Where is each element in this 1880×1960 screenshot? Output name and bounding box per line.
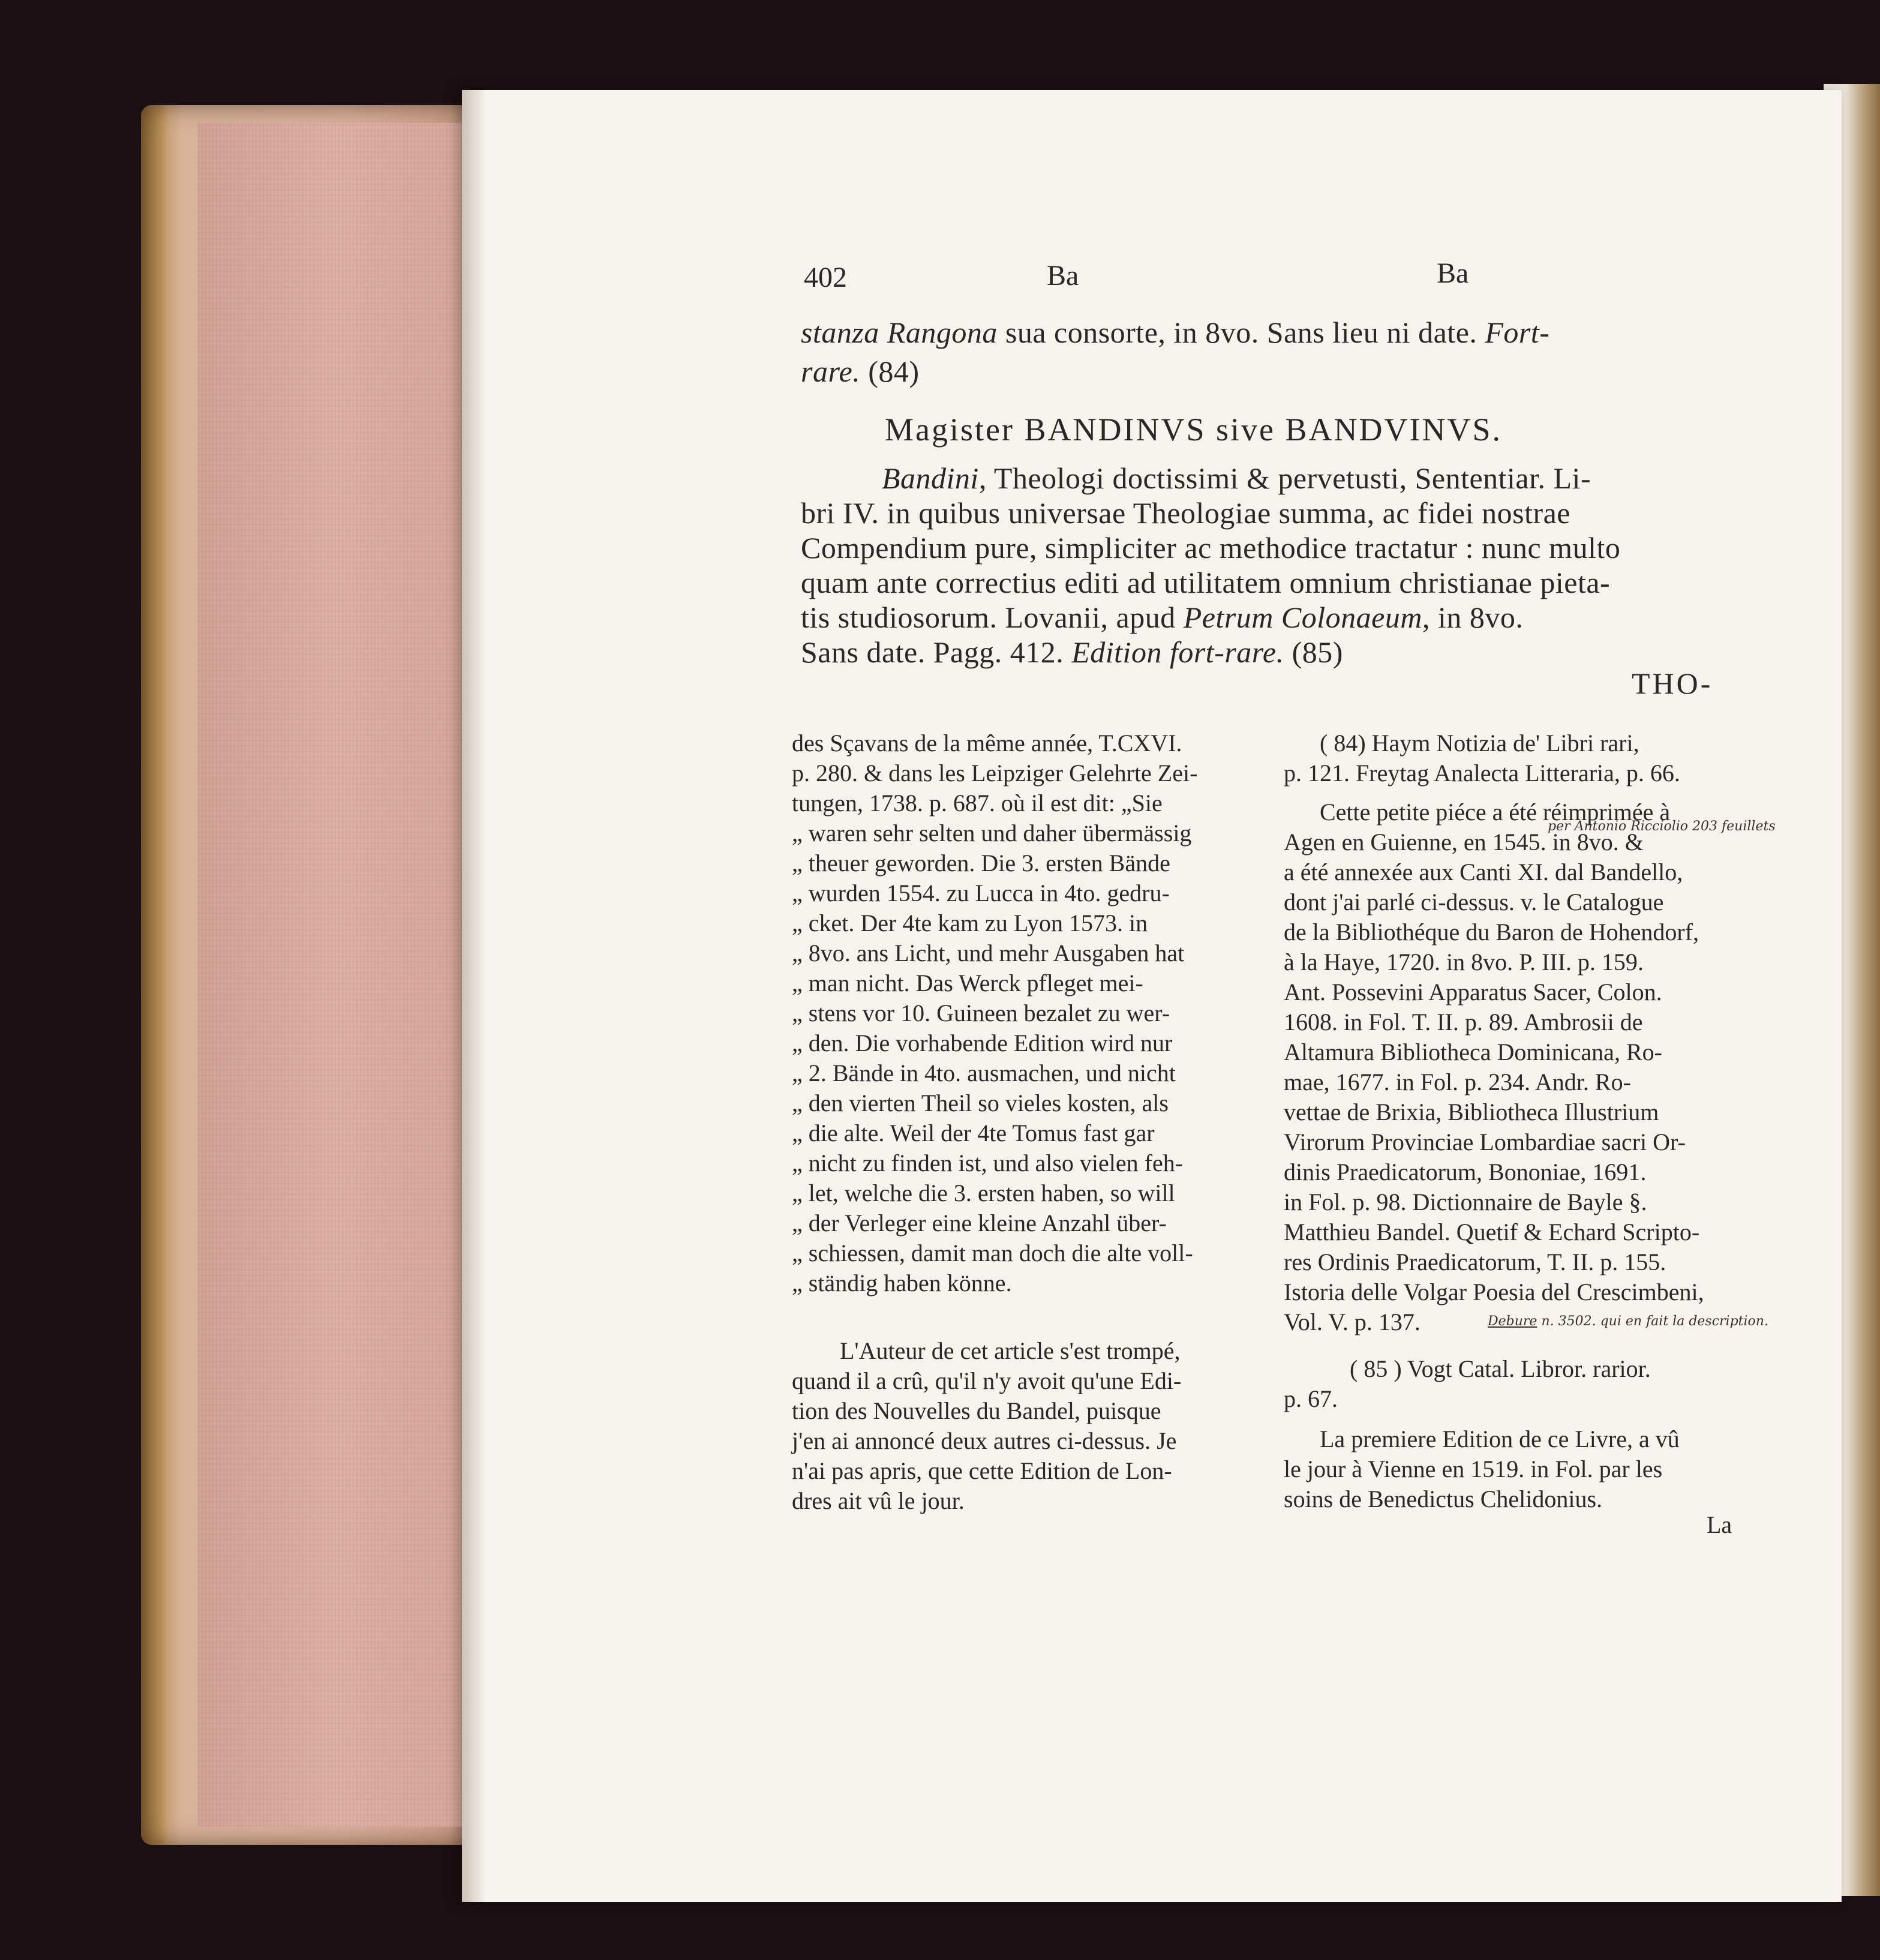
left-line: tungen, 1738. p. 687. où il est dit: „Sie (792, 790, 1163, 817)
note85-line: p. 67. (1284, 1385, 1338, 1412)
left-line: „ die alte. Weil der 4te Tomus fast gar (792, 1119, 1155, 1146)
right-para-line: vettae de Brixia, Bibliotheca Illustrium (1284, 1098, 1659, 1125)
catchword-top: THO- (1632, 667, 1713, 700)
entry-line-2: bri IV. in quibus universae Theologiae summa, ac fidei nostrae (801, 496, 1571, 530)
right-para-line: a été annexée aux Canti XI. dal Bandello, (1284, 859, 1683, 886)
left-para2-line: L'Auteur de cet article s'est trompé, (840, 1337, 1181, 1364)
left-line: „ der Verleger eine kleine Anzahl über- (792, 1209, 1167, 1236)
left-line: „ wurden 1554. zu Lucca in 4to. gedru- (792, 880, 1170, 907)
left-line: „ 8vo. ans Licht, und mehr Ausgaben hat (792, 940, 1185, 967)
left-line: „ ständig haben könne. (792, 1269, 1012, 1296)
left-line: „ cket. Der 4te kam zu Lyon 1573. in (792, 910, 1148, 937)
top-line-2-italic: rare. (801, 355, 861, 388)
top-line-1 (801, 315, 1549, 350)
left-line: „ den. Die vorhabende Edition wird nur (792, 1029, 1173, 1056)
entry-line-4: quam ante correctius editi ad utilitatem omnium christianae pieta- (801, 566, 1611, 599)
entry-line-6-rest: Sans date. Pagg. 412. (801, 635, 1072, 669)
left-para2-line: j'en ai annoncé deux autres ci-dessus. Je (792, 1427, 1177, 1454)
left-para2-line: quand il a crû, qu'il n'y avoit qu'une Edi- (792, 1367, 1182, 1394)
entry-line-6 (801, 635, 1343, 670)
entry-line-5-italic: Petrum Colonaeum (1183, 601, 1422, 634)
right-para-line: Agen en Guienne, en 1545. in 8vo. & (1284, 829, 1644, 856)
left-line: „ 2. Bände in 4to. ausmachen, und nicht (792, 1059, 1176, 1086)
entry-line-5 (801, 600, 1523, 635)
right-para-line: Cette petite piéce a été réimprimée à (1320, 799, 1671, 826)
running-head-left: Ba (1047, 260, 1079, 292)
top-line-1-italic2: Fort- (1485, 316, 1550, 349)
left-line: des Sçavans de la même année, T.CXVI. (792, 730, 1182, 757)
right-para-line: Altamura Bibliotheca Dominicana, Ro- (1284, 1038, 1662, 1065)
right-para2-line: le jour à Vienne en 1519. in Fol. par les (1284, 1455, 1663, 1482)
handwritten-bottom-note-name: Debure (1488, 1314, 1537, 1329)
left-line: „ nicht zu finden ist, und also vielen feh- (792, 1149, 1184, 1176)
right-para-line: dinis Praedicatorum, Bononiae, 1691. (1284, 1158, 1647, 1185)
handwritten-bottom-note-rest: n. 3502. qui en fait la description. (1537, 1314, 1768, 1329)
right-para-line: Matthieu Bandel. Quetif & Echard Scripto- (1284, 1218, 1700, 1245)
right-para2-line: La premiere Edition de ce Livre, a vû (1320, 1425, 1680, 1452)
right-para-line: Vol. V. p. 137. (1284, 1308, 1420, 1335)
left-line: „ waren sehr selten und daher übermässig (792, 820, 1192, 847)
left-line: „ man nicht. Das Werck pfleget mei- (792, 970, 1143, 996)
right-para-line: de la Bibliothéque du Baron de Hohendorf, (1284, 919, 1699, 946)
right-para-line: 1608. in Fol. T. II. p. 89. Ambrosii de (1284, 1008, 1643, 1035)
left-line: „ theuer geworden. Die 3. ersten Bände (792, 850, 1170, 877)
entry-line-5-tail: , in 8vo. (1422, 601, 1524, 634)
right-para2-line: soins de Benedictus Chelidonius. (1284, 1485, 1603, 1512)
top-line-1-italic: stanza Rangona (801, 316, 998, 349)
left-line: „ den vierten Theil so vieles kosten, als (792, 1089, 1169, 1116)
entry-line-3: Compendium pure, simpliciter ac methodice tractatur : nunc multo (801, 531, 1621, 565)
right-para-line: in Fol. p. 98. Dictionnaire de Bayle §. (1284, 1188, 1647, 1215)
note84-line: p. 121. Freytag Analecta Litteraria, p. 66. (1284, 760, 1680, 787)
catchword-bottom: La (1707, 1511, 1732, 1538)
right-para-line: Virorum Provinciae Lombardiae sacri Or- (1284, 1128, 1686, 1155)
page-edges (198, 123, 471, 1827)
right-para-line: dont j'ai parlé ci-dessus. v. le Catalogue (1284, 889, 1664, 916)
right-para-line: res Ordinis Praedicatorum, T. II. p. 155. (1284, 1248, 1666, 1275)
top-line-2 (801, 354, 920, 389)
gutter-shadow (462, 90, 486, 1902)
right-para-line: mae, 1677. in Fol. p. 234. Andr. Ro- (1284, 1068, 1631, 1095)
right-para-line: Ant. Possevini Apparatus Sacer, Colon. (1284, 979, 1662, 1005)
right-para-line: à la Haye, 1720. in 8vo. P. III. p. 159. (1284, 949, 1644, 976)
page-number: 402 (804, 262, 847, 293)
right-para-line: Istoria delle Volgar Poesia del Crescimbeni, (1284, 1278, 1704, 1305)
left-para2-line: tion des Nouvelles du Bandel, puisque (792, 1397, 1161, 1424)
entry-line-5-rest: tis studiosorum. Lovanii, apud (801, 601, 1184, 634)
handwritten-margin-note: per Antonio Ricciolio 203 feuillets (1548, 819, 1776, 834)
note85-line: ( 85 ) Vogt Catal. Libror. rarior. (1350, 1355, 1651, 1382)
left-line: „ schiessen, damit man doch die alte voll- (792, 1239, 1193, 1266)
note84-line: ( 84) Haym Notizia de' Libri rari, (1320, 730, 1639, 757)
running-head-right: Ba (1437, 257, 1469, 289)
left-line: „ stens vor 10. Guineen bezalet zu wer- (792, 999, 1170, 1026)
entry-line-6-italic: Edition fort-rare. (1071, 635, 1284, 669)
entry-line-1-italic: Bandini (882, 461, 979, 495)
entry-line-6-tail: (85) (1284, 635, 1343, 669)
entry-line-1 (882, 461, 1591, 496)
top-line-2-rest: (84) (860, 355, 920, 388)
top-line-1-rest: sua consorte, in 8vo. Sans lieu ni date. (997, 316, 1485, 349)
left-line: p. 280. & dans les Leipziger Gelehrte Zei- (792, 760, 1198, 787)
left-line: „ let, welche die 3. ersten haben, so will (792, 1179, 1175, 1206)
entry-heading: Magister BANDINVS sive BANDVINVS. (885, 412, 1502, 448)
entry-line-1-rest: , Theologi doctissimi & pervetusti, Sententiar. Li- (978, 461, 1591, 495)
left-para2-line: n'ai pas apris, que cette Edition de Lon- (792, 1457, 1172, 1484)
handwritten-bottom-note (1488, 1314, 1768, 1329)
left-para2-line: dres ait vû le jour. (792, 1487, 965, 1514)
